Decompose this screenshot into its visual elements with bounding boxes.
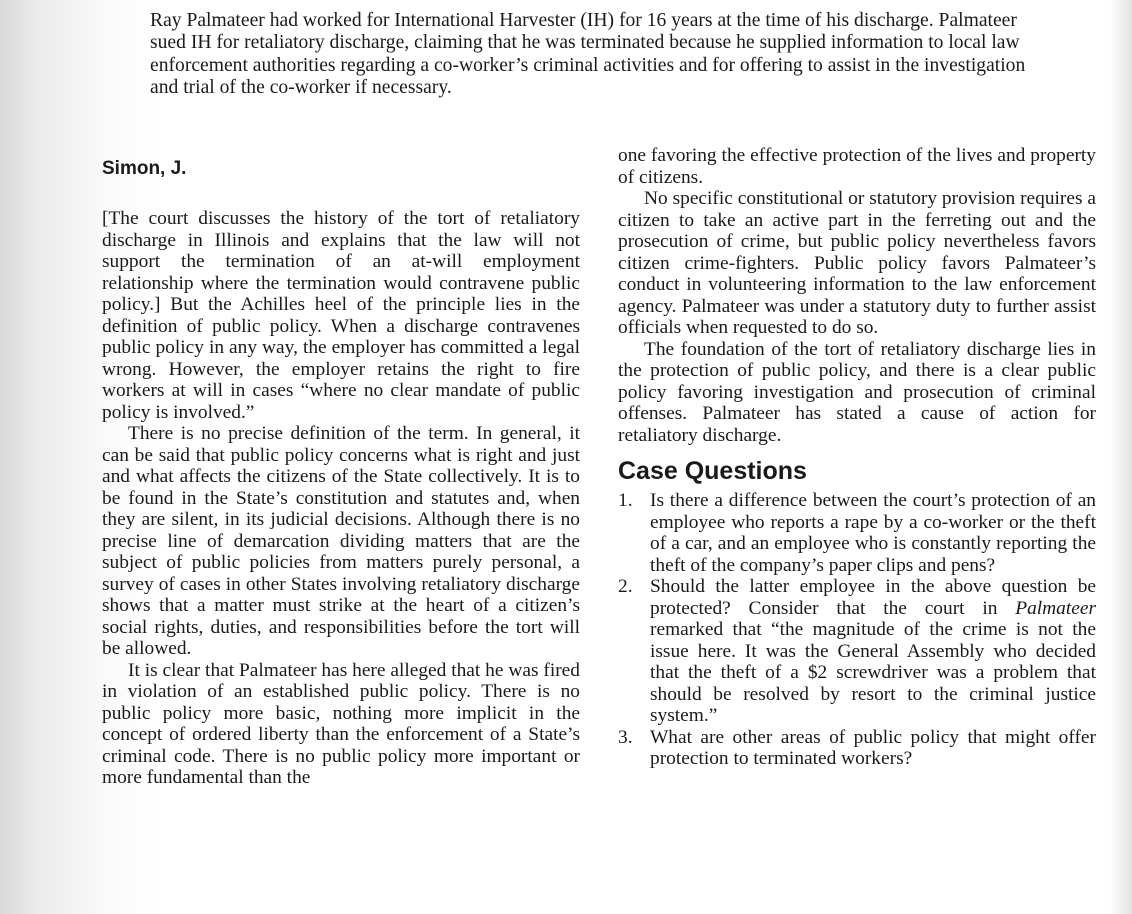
opinion-left-column: [102, 158, 580, 789]
opinion-paragraph-3: It is clear that Palmateer has here alleged that he was fired in violation of an established public policy. There is no public policy more basic, nothing more implicit in the concept of ordered liberty than the enforcement of a State’s criminal code. There is no public policy more important or more fundamental than the: [102, 659, 580, 788]
question-number: 1.: [618, 490, 633, 511]
opinion-right-column: [618, 145, 1096, 770]
judge-name: Simon, J.: [102, 158, 187, 179]
question-number: 3.: [618, 726, 633, 748]
question-number: 2.: [618, 576, 633, 597]
case-question-3: [618, 727, 1096, 770]
opinion-paragraph-6: The foundation of the tort of retaliatory discharge lies in the protection of public policy, and there is a clear public policy favoring investigation and prosecution of criminal offenses. Palmateer has stated a cause of action for retaliatory discharge.: [618, 338, 1096, 446]
case-questions-list: [618, 490, 1096, 770]
question-text-part: remarked that “the magnitude of the crime is not the issue here. It was the General Assembly who decided that the theft of a $2 screwdriver was a problem that should be resolved by resort to the criminal justice system.”: [650, 619, 1096, 726]
question-text: What are other areas of public policy that might offer protection to terminated workers?: [650, 726, 1096, 769]
opinion-paragraph-5: No specific constitutional or statutory provision requires a citizen to take an active part in the ferreting out and the prosecution of crime, but public policy nevertheless favors citizen crime-fighters. Public policy favors Palmateer’s conduct in volunteering information to the law enforcement agency. Palmateer was under a statutory duty to further assist officials when requested to do so.: [618, 188, 1096, 338]
case-questions-heading: Case Questions: [618, 457, 807, 485]
question-text-part: Should the latter employee in the above question be protected? Consider that the court in: [650, 576, 1096, 619]
case-intro-paragraph: Ray Palmateer had worked for International Harvester (IH) for 16 years at the time of his discharge. Palmateer sued IH for retaliatory discharge, claiming that he was terminated because he supplied information to local law enforcement authorities regarding a co-worker’s criminal activities and for offering to assist in the investigation and trial of the co-worker if necessary.: [150, 10, 1026, 99]
opinion-paragraph-1: [The court discusses the history of the tort of retaliatory discharge in Illinois and explains that the law will not support the termination of an at-will employment relationship where the termination would contravene public policy.] But the Achilles heel of the principle lies in the definition of public policy. When a discharge contravenes public policy in any way, the employer has committed a legal wrong. However, the employer retains the right to fire workers at will in cases “where no clear mandate of public policy is involved.”: [102, 208, 580, 423]
question-text: Is there a difference between the court’s protection of an employee who reports a rape by a co-worker or the theft of a car, and an employee who is constantly reporting the theft of the company’s paper clips and pens?: [650, 490, 1096, 576]
case-question-1: [618, 490, 1096, 576]
case-name-italic: Palmateer: [1015, 597, 1096, 619]
opinion-paragraph-2: There is no precise definition of the term. In general, it can be said that public policy concerns what is right and just and what affects the citizens of the State collectively. It is to be found in the State’s constitution and statutes and, when they are silent, in its judicial decisions. Although there is no precise line of demarcation dividing matters that are the subject of public policies from matters purely personal, a survey of cases in other States involving retaliatory discharge shows that a matter must strike at the heart of a citizen’s social rights, duties, and responsibilities before the tort will be allowed.: [102, 423, 580, 659]
opinion-paragraph-4: one favoring the effective protection of the lives and property of citizens.: [618, 145, 1096, 188]
case-question-2: [618, 576, 1096, 727]
question-text: [650, 576, 1096, 727]
